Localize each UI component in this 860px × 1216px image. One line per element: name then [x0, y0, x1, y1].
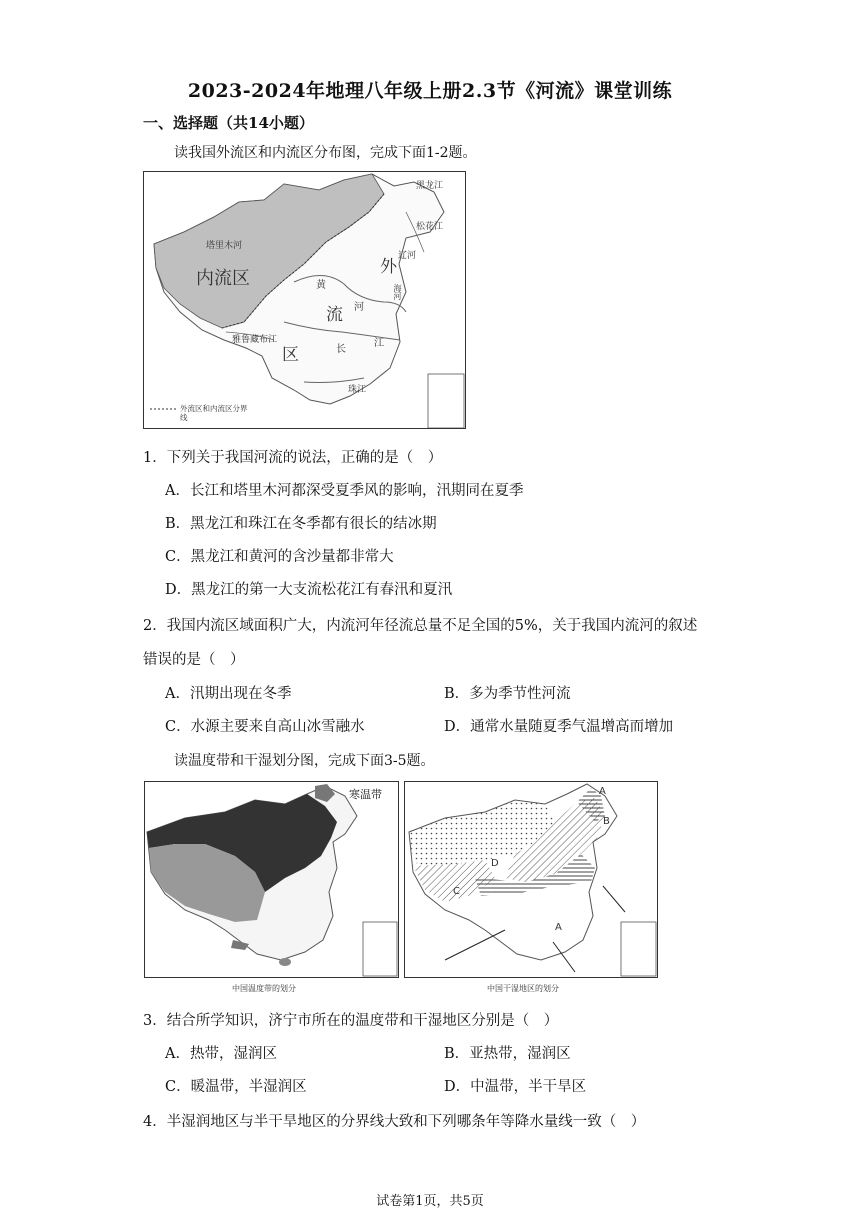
question-3-stem: 3．结合所学知识，济宁市所在的温度带和干湿地区分别是（ ） — [143, 1013, 559, 1029]
label-tarim: 塔里木河 — [206, 241, 243, 251]
label-jiang: 江 — [374, 338, 384, 349]
label-region-c: C — [453, 886, 460, 897]
label-liu: 流 — [326, 305, 343, 325]
label-haihe: 海河 — [393, 284, 402, 300]
label-wai: 外 — [380, 257, 397, 277]
question-1-option-a[interactable]: A．长江和塔里木河都深受夏季风的影响，汛期同在夏季 — [165, 483, 524, 499]
question-1-option-d[interactable]: D．黑龙江的第一大支流松花江有春汛和夏汛 — [165, 582, 453, 598]
map-legend: 外流区和内流区分界线 — [180, 404, 248, 422]
label-heilongjiang: 黑龙江 — [416, 181, 444, 191]
label-songhuajiang: 松花江 — [416, 222, 444, 232]
intro-text-2: 读温度带和干湿划分图，完成下面3-5题。 — [174, 753, 435, 769]
dry-wet-region-map — [404, 781, 658, 978]
drainage-map — [143, 171, 466, 429]
temperature-map-graphic — [145, 782, 398, 977]
temperature-map-caption: 中国温度带的划分 — [232, 984, 296, 993]
question-1-stem: 1．下列关于我国河流的说法，正确的是（ ） — [143, 450, 443, 466]
question-3-option-c[interactable]: C．暖温带，半湿润区 — [165, 1079, 307, 1095]
label-chang: 长 — [336, 344, 346, 355]
label-cold-temperate: 寒温带 — [349, 788, 382, 801]
label-qu: 区 — [282, 345, 299, 365]
label-region-a-north: A — [599, 786, 606, 797]
dry-wet-map-caption: 中国干湿地区的划分 — [487, 984, 559, 993]
page-title: 2023-2024年地理八年级上册2.3节《河流》课堂训练 — [187, 80, 673, 102]
label-liaohe: 辽河 — [398, 251, 417, 261]
label-region-d: D — [491, 858, 499, 869]
question-3-option-d[interactable]: D．中温带，半干旱区 — [444, 1079, 587, 1095]
temperature-zone-map — [144, 781, 399, 978]
drainage-map-graphic — [144, 172, 465, 428]
question-2-option-c[interactable]: C．水源主要来自高山冰雪融水 — [165, 719, 365, 735]
question-2-option-b[interactable]: B．多为季节性河流 — [444, 686, 571, 702]
question-1-option-b[interactable]: B．黑龙江和珠江在冬季都有很长的结冰期 — [165, 516, 437, 532]
question-2-stem-line1: 2．我国内流区域面积广大，内流河年径流总量不足全国的5%，关于我国内流河的叙述 — [143, 618, 698, 634]
label-zhujiang: 珠江 — [348, 385, 367, 395]
intro-text-1: 读我国外流区和内流区分布图，完成下面1-2题。 — [174, 145, 477, 161]
label-yarlung: 雅鲁藏布江 — [232, 335, 278, 345]
label-huang: 黄 — [316, 280, 326, 291]
question-4-stem: 4．半湿润地区与半干旱地区的分界线大致和下列哪条年等降水量线一致（ ） — [143, 1114, 646, 1130]
question-2-stem-line2: 错误的是（ ） — [143, 652, 245, 668]
question-2-option-d[interactable]: D．通常水量随夏季气温增高而增加 — [444, 719, 674, 735]
page-footer: 试卷第1页，共5页 — [376, 1194, 484, 1209]
label-he: 河 — [354, 302, 364, 313]
label-region-a-south: A — [555, 922, 562, 933]
question-1-option-c[interactable]: C．黑龙江和黄河的含沙量都非常大 — [165, 549, 394, 565]
question-2-option-a[interactable]: A．汛期出现在冬季 — [165, 686, 292, 702]
label-neiliuqu: 内流区 — [196, 268, 250, 289]
label-region-b: B — [603, 816, 610, 827]
question-3-option-a[interactable]: A．热带，湿润区 — [165, 1046, 277, 1062]
section-heading: 一、选择题（共14小题） — [143, 114, 314, 132]
question-3-option-b[interactable]: B．亚热带，湿润区 — [444, 1046, 571, 1062]
dry-wet-map-graphic — [405, 782, 657, 977]
